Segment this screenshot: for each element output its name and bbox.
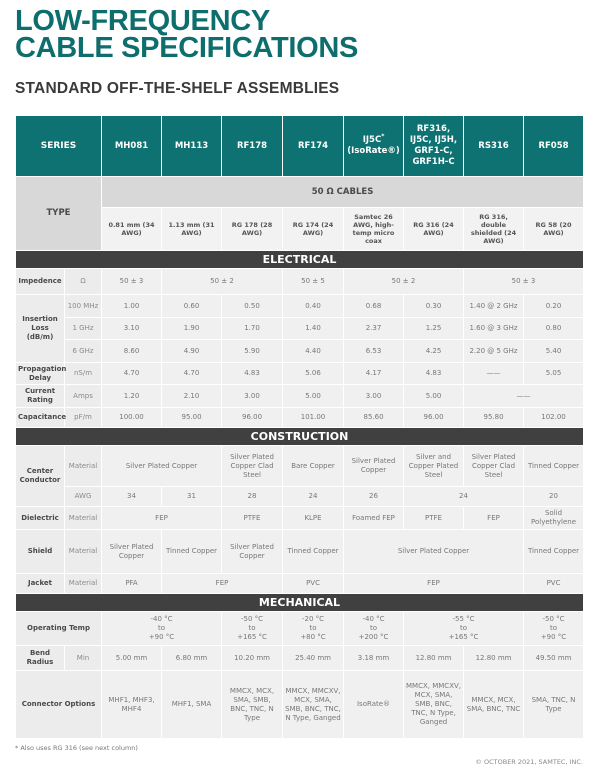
spec-cell: 4.70	[162, 363, 222, 385]
spec-cell: Bare Copper	[283, 446, 344, 487]
spec-cell: 2.10	[162, 385, 222, 408]
spec-cell: KLPE	[283, 507, 344, 530]
spec-cell: 5.00 mm	[102, 646, 162, 671]
spec-cell	[283, 612, 344, 646]
insertion-loss-row	[16, 340, 584, 363]
series-header-row	[16, 116, 584, 177]
spec-text: -40 °C	[150, 615, 173, 623]
row-unit: 1 GHz	[65, 318, 102, 340]
spec-cell: 0.68	[344, 295, 404, 318]
spec-cell: Solid Polyethylene	[524, 507, 584, 530]
spec-cell: 85.60	[344, 408, 404, 428]
spec-cell	[524, 612, 584, 646]
spec-cell: Tinned Copper	[283, 530, 344, 574]
spec-cell: 0.50	[222, 295, 283, 318]
spec-cell: 3.00	[222, 385, 283, 408]
copyright: © OCTOBER 2021, SAMTEC, INC.	[475, 758, 583, 766]
spec-cell: 1.40 @ 2 GHz	[464, 295, 524, 318]
type-value: 0.81 mm (34 AWG)	[102, 208, 162, 251]
spec-text: -20 °C	[301, 615, 325, 623]
spec-cell	[222, 612, 283, 646]
spec-text: +90 °C	[148, 633, 175, 641]
propagation-delay-row	[16, 363, 584, 385]
section-heading-construction: CONSTRUCTION	[16, 428, 584, 446]
spec-cell: PVC	[283, 574, 344, 594]
spec-cell: 1.25	[404, 318, 464, 340]
spec-cell: FEP	[344, 574, 524, 594]
row-label: Connector Options	[16, 671, 102, 739]
cables-row	[16, 177, 584, 208]
spec-cell	[404, 612, 524, 646]
row-label: Center Conductor	[16, 446, 65, 507]
row-unit: Ω	[65, 269, 102, 295]
spec-cell: MMCX, MMCXV, MCX, SMA, SMB, BNC, TNC, N Type, Ganged	[283, 671, 344, 739]
spec-text: +165 °C	[237, 633, 267, 641]
spec-cell: 5.00	[283, 385, 344, 408]
spec-cell: Tinned Copper	[524, 446, 584, 487]
spec-cell: 8.60	[102, 340, 162, 363]
spec-cell: 20	[524, 487, 584, 507]
spec-cell: 5.06	[283, 363, 344, 385]
row-label: Shield	[16, 530, 65, 574]
row-label: Operating Temp	[16, 612, 102, 646]
series-header: RF174	[283, 116, 344, 177]
cables-label: 50 Ω CABLES	[102, 177, 584, 208]
series-header: RF058	[524, 116, 584, 177]
spec-cell: MHF1, SMA	[162, 671, 222, 739]
spec-cell: Tinned Copper	[524, 530, 584, 574]
spec-cell: 50 ± 5	[283, 269, 344, 295]
cable-spec-table	[15, 115, 584, 739]
spec-cell: 4.25	[404, 340, 464, 363]
row-label: Dielectric	[16, 507, 65, 530]
row-unit: Material	[65, 507, 102, 530]
spec-cell: 3.00	[344, 385, 404, 408]
row-unit: AWG	[65, 487, 102, 507]
spec-cell: 2.20 @ 5 GHz	[464, 340, 524, 363]
series-name: IJ5C	[362, 135, 382, 145]
spec-cell: 95.00	[162, 408, 222, 428]
row-label: Jacket	[16, 574, 65, 594]
spec-cell: Silver Plated Copper	[102, 530, 162, 574]
spec-cell: 34	[102, 487, 162, 507]
spec-cell: Silver Plated Copper Clad Steel	[222, 446, 283, 487]
section-heading-mechanical: MECHANICAL	[16, 594, 584, 612]
spec-text: +80 °C	[300, 633, 326, 641]
spec-cell: 1.40	[283, 318, 344, 340]
type-value: RG 316 (24 AWG)	[404, 208, 464, 251]
spec-cell: 1.70	[222, 318, 283, 340]
spec-text: to	[158, 624, 166, 632]
spec-cell: FEP	[102, 507, 222, 530]
type-value: RG 58 (20 AWG)	[524, 208, 584, 251]
spec-cell: PTFE	[222, 507, 283, 530]
type-value: Samtec 26 AWG, high-temp micro coax	[344, 208, 404, 251]
spec-cell: 6.53	[344, 340, 404, 363]
center-conductor-material-row	[16, 446, 584, 487]
footnote: * Also uses RG 316 (see next column)	[15, 744, 138, 752]
electrical-section-row	[16, 251, 584, 269]
series-header: RF178	[222, 116, 283, 177]
spec-text: +90 °C	[540, 633, 567, 641]
spec-cell	[102, 612, 222, 646]
center-conductor-awg-row	[16, 487, 584, 507]
series-subname: (IsoRate®)	[347, 146, 400, 156]
construction-section-row	[16, 428, 584, 446]
spec-cell: MMCX, MCX, SMA, BNC, TNC	[464, 671, 524, 739]
spec-cell: PTFE	[404, 507, 464, 530]
spec-cell: 5.05	[524, 363, 584, 385]
section-heading-electrical: ELECTRICAL	[16, 251, 584, 269]
series-label: SERIES	[16, 116, 102, 177]
spec-cell: 0.80	[524, 318, 584, 340]
row-unit: 6 GHz	[65, 340, 102, 363]
row-unit: Amps	[65, 385, 102, 408]
spec-cell: 5.00	[404, 385, 464, 408]
row-unit: Material	[65, 530, 102, 574]
spec-text: +165 °C	[448, 633, 479, 641]
spec-cell: SMA, TNC, N Type	[524, 671, 584, 739]
spec-cell: 5.90	[222, 340, 283, 363]
series-header: MH081	[102, 116, 162, 177]
spec-cell: MMCX, MCX, SMA, SMB, BNC, TNC, N Type	[222, 671, 283, 739]
type-label: TYPE	[16, 177, 102, 251]
spec-cell: 26	[344, 487, 404, 507]
series-header: MH113	[162, 116, 222, 177]
series-header: RS316	[464, 116, 524, 177]
spec-cell: 1.60 @ 3 GHz	[464, 318, 524, 340]
row-label: Impedence	[16, 269, 65, 295]
current-rating-row	[16, 385, 584, 408]
spec-cell: 101.00	[283, 408, 344, 428]
spec-cell: 1.00	[102, 295, 162, 318]
spec-cell: 10.20 mm	[222, 646, 283, 671]
row-label: Capacitance	[16, 408, 65, 428]
row-unit: Material	[65, 574, 102, 594]
spec-cell: 95.80	[464, 408, 524, 428]
spec-cell: 5.40	[524, 340, 584, 363]
spec-cell: 25.40 mm	[283, 646, 344, 671]
page-subtitle: STANDARD OFF-THE-SHELF ASSEMBLIES	[15, 80, 340, 97]
series-header: RF316, IJ5C, IJ5H, GRF1-C, GRF1H-C	[404, 116, 464, 177]
capacitance-row	[16, 408, 584, 428]
spec-cell: Silver Plated Copper	[344, 530, 524, 574]
spec-cell: Tinned Copper	[162, 530, 222, 574]
spec-text: -50 °C	[240, 615, 264, 623]
spec-text: to	[370, 624, 378, 632]
shield-row	[16, 530, 584, 574]
spec-cell: Silver and Copper Plated Steel	[404, 446, 464, 487]
connector-options-row	[16, 671, 584, 739]
spec-cell: 50 ± 2	[162, 269, 283, 295]
jacket-row	[16, 574, 584, 594]
spec-cell: ——	[464, 363, 524, 385]
bend-radius-row	[16, 646, 584, 671]
spec-cell: 6.80 mm	[162, 646, 222, 671]
spec-cell: Silver Plated Copper	[222, 530, 283, 574]
spec-cell: 4.40	[283, 340, 344, 363]
spec-text: to	[460, 624, 468, 632]
spec-cell: 4.90	[162, 340, 222, 363]
spec-cell: 0.30	[404, 295, 464, 318]
spec-cell: PFA	[102, 574, 162, 594]
row-unit: nS/m	[65, 363, 102, 385]
spec-text: -50 °C	[542, 615, 565, 623]
spec-cell: 28	[222, 487, 283, 507]
spec-cell: FEP	[464, 507, 524, 530]
spec-cell: 96.00	[404, 408, 464, 428]
spec-text: +200 °C	[358, 633, 389, 641]
spec-cell: Silver Plated Copper Clad Steel	[464, 446, 524, 487]
type-value: RG 174 (24 AWG)	[283, 208, 344, 251]
insertion-loss-row	[16, 318, 584, 340]
spec-cell: 24	[283, 487, 344, 507]
spec-cell: MHF1, MHF3, MHF4	[102, 671, 162, 739]
row-label: Propagation Delay	[16, 363, 65, 385]
dielectric-row	[16, 507, 584, 530]
type-value: RG 316, double shielded (24 AWG)	[464, 208, 524, 251]
page-title	[15, 5, 359, 64]
spec-cell: 3.18 mm	[344, 646, 404, 671]
spec-cell: 12.80 mm	[464, 646, 524, 671]
spec-cell: 4.70	[102, 363, 162, 385]
spec-cell: 0.20	[524, 295, 584, 318]
spec-cell: Silver Plated Copper	[344, 446, 404, 487]
spec-cell: ——	[464, 385, 584, 408]
spec-cell: 102.00	[524, 408, 584, 428]
spec-cell: Silver Plated Copper	[102, 446, 222, 487]
spec-cell: 50 ± 2	[344, 269, 464, 295]
row-unit: Material	[65, 446, 102, 487]
spec-cell: 4.17	[344, 363, 404, 385]
type-value: 1.13 mm (31 AWG)	[162, 208, 222, 251]
spec-cell: 4.83	[404, 363, 464, 385]
type-value: RG 178 (28 AWG)	[222, 208, 283, 251]
spec-cell: 12.80 mm	[404, 646, 464, 671]
spec-cell: MMCX, MMCXV, MCX, SMA, SMB, BNC, TNC, N Type, Ganged	[404, 671, 464, 739]
spec-cell: 100.00	[102, 408, 162, 428]
spec-cell: 1.20	[102, 385, 162, 408]
spec-cell	[344, 612, 404, 646]
spec-cell: 3.10	[102, 318, 162, 340]
spec-cell: 2.37	[344, 318, 404, 340]
title-line-2: CABLE SPECIFICATIONS	[15, 32, 359, 64]
spec-cell: 96.00	[222, 408, 283, 428]
row-label: Bend Radius	[16, 646, 65, 671]
type-row	[16, 208, 584, 251]
row-unit: 100 MHz	[65, 295, 102, 318]
spec-cell: 49.50 mm	[524, 646, 584, 671]
spec-cell: 1.90	[162, 318, 222, 340]
insertion-loss-row	[16, 295, 584, 318]
mechanical-section-row	[16, 594, 584, 612]
spec-cell: 0.40	[283, 295, 344, 318]
series-header-ij5c	[344, 116, 404, 177]
spec-cell: PVC	[524, 574, 584, 594]
spec-text: to	[248, 624, 256, 632]
spec-text: to	[309, 624, 317, 632]
spec-cell: 50 ± 3	[102, 269, 162, 295]
row-unit: pF/m	[65, 408, 102, 428]
spec-cell: FEP	[162, 574, 283, 594]
spec-cell: 31	[162, 487, 222, 507]
spec-cell: IsoRate®	[344, 671, 404, 739]
spec-text: -55 °C	[452, 615, 475, 623]
operating-temp-row	[16, 612, 584, 646]
spec-text: -40 °C	[362, 615, 385, 623]
impedence-row	[16, 269, 584, 295]
spec-cell: 0.60	[162, 295, 222, 318]
spec-cell: 50 ± 3	[464, 269, 584, 295]
spec-cell: Foamed FEP	[344, 507, 404, 530]
title-line-1: LOW-FREQUENCY	[15, 5, 270, 37]
row-label: Insertion Loss (dB/m)	[16, 295, 65, 363]
row-label: Current Rating	[16, 385, 65, 408]
row-unit: Min	[65, 646, 102, 671]
spec-text: to	[550, 624, 558, 632]
spec-cell: 24	[404, 487, 524, 507]
spec-cell: 4.83	[222, 363, 283, 385]
footnote-marker: *	[381, 133, 385, 141]
